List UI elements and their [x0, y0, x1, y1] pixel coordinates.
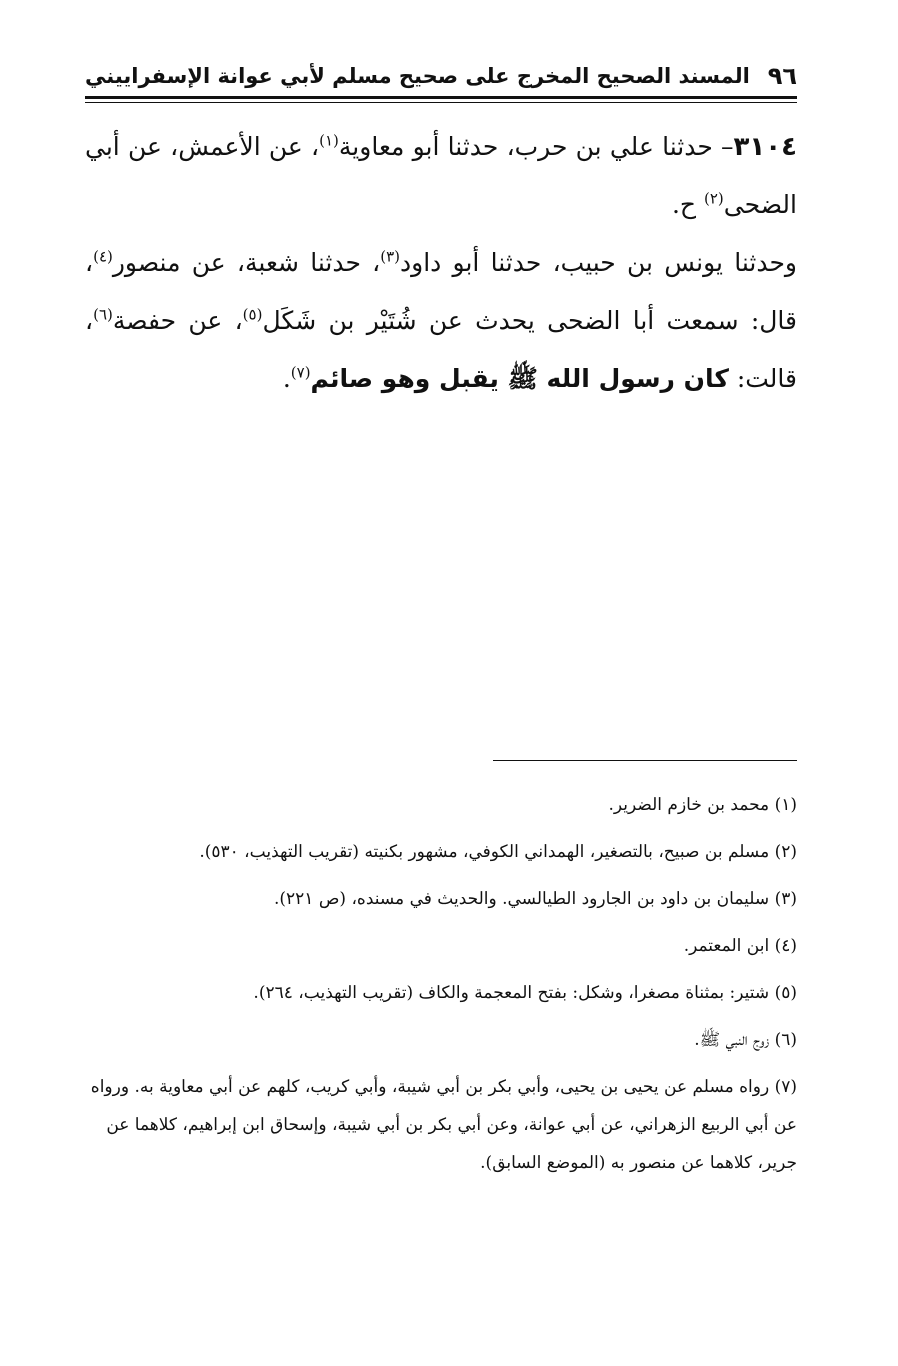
- hadith-text-segment: ، عن الأعمش، عن أبي الضحى: [85, 132, 797, 219]
- footnote-ref-6: (٦): [93, 305, 113, 324]
- footnote-number: (٥): [774, 983, 797, 1003]
- footnote-number: (١): [774, 795, 797, 815]
- footnote-text: سليمان بن داود بن الجارود الطيالسي. والحديث في مسنده، (ص ٢٢١).: [274, 889, 770, 909]
- running-title: المسند الصحيح المخرج على صحيح مسلم لأبي عوانة الإسفراييني: [85, 64, 750, 88]
- hadith-text-segment: .: [282, 364, 291, 393]
- footnote-text: زوج النبي ﷺ.: [694, 1030, 770, 1050]
- footnote-ref-7: (٧): [290, 363, 311, 382]
- footnote-number: (٧): [774, 1077, 797, 1097]
- running-header: [85, 58, 797, 94]
- footnote-ref-4: (٤): [93, 247, 113, 266]
- hadith-paragraph-2: [85, 234, 797, 408]
- footnote-separator: [493, 760, 797, 761]
- footnote-ref-3: (٣): [380, 247, 401, 266]
- footnote-number: (٦): [774, 1030, 797, 1050]
- footnote-5: [85, 974, 797, 1012]
- footnote-4: [85, 927, 797, 965]
- hadith-matn-emphasis: كان رسول الله ﷺ يقبل وهو صائم: [310, 364, 729, 393]
- footnote-7: [85, 1068, 797, 1182]
- footnote-ref-5: (٥): [242, 305, 263, 324]
- hadith-paragraph-1: [85, 118, 797, 234]
- footnote-text: ابن المعتمر.: [683, 936, 770, 956]
- header-rule-thick: [85, 96, 797, 99]
- footnote-2: [85, 833, 797, 871]
- hadith-text-segment: وحدثنا يونس بن حبيب، حدثنا أبو داود: [400, 248, 797, 277]
- footnote-text: محمد بن خازم الضرير.: [608, 795, 770, 815]
- hadith-text-segment: ، حدثنا شعبة، عن منصور: [112, 248, 381, 277]
- page-number: ٩٦: [767, 62, 797, 90]
- footnotes: [85, 786, 797, 1191]
- footnote-text: شتير: بمثناة مصغرا، وشكل: بفتح المعجمة والكاف (تقريب التهذيب، ٢٦٤).: [253, 983, 770, 1003]
- footnote-ref-1: (١): [319, 131, 339, 150]
- hadith-text-segment: ، عن حفصة: [112, 306, 243, 335]
- footnote-ref-2: (٢): [704, 189, 724, 208]
- footnote-text: رواه مسلم عن يحيى بن يحيى، وأبي بكر بن أبي شيبة، وأبي كريب، كلهم عن أبي معاوية به. ورواه عن أبي الربيع الزهراني، عن أبي عوانة، وعن أبي بكر بن أبي شيبة، وإسحاق ابن إبراهيم، كلاهما عن جرير، كلاهما عن منصور به (الموضع السابق).: [90, 1077, 797, 1173]
- footnote-1: [85, 786, 797, 824]
- footnote-number: (٤): [774, 936, 797, 956]
- header-rule-thin: [85, 102, 797, 103]
- footnote-3: [85, 880, 797, 918]
- footnote-6: [85, 1021, 797, 1059]
- footnote-number: (٣): [774, 889, 797, 909]
- hadith-text-segment: ح.: [671, 190, 704, 219]
- hadith-text-segment: ، قال: سمعت أبا الضحى يحدث عن شُتَيْر بن شَكَل: [85, 248, 797, 335]
- hadith-text: [85, 118, 797, 408]
- footnote-number: (٢): [774, 842, 797, 862]
- hadith-text-segment: – حدثنا علي بن حرب، حدثنا أبو معاوية: [338, 132, 734, 161]
- footnote-text: مسلم بن صبيح، بالتصغير، الهمداني الكوفي، مشهور بكنيته (تقريب التهذيب، ٥٣٠).: [199, 842, 770, 862]
- hadith-number: ٣١٠٤: [733, 132, 797, 162]
- hadith-text-segment: ، قالت:: [85, 306, 797, 393]
